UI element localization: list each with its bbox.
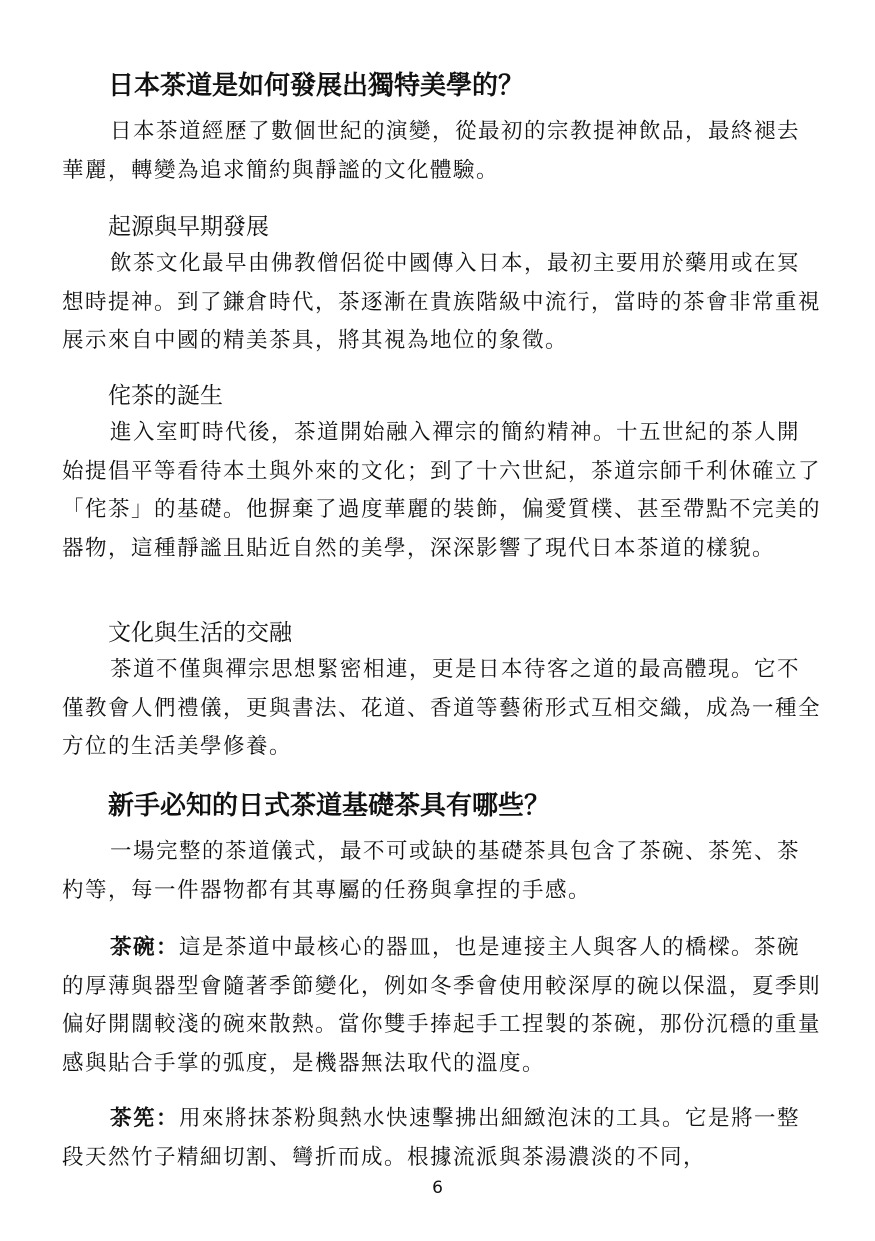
- paragraph-culture-life: 茶道不僅與禪宗思想緊密相連，更是日本待客之道的最高體現。它不僅教會人們禮儀，更與書法、花道、香道等藝術形式互相交織，成為一種全方位的生活美學修養。: [62, 657, 822, 759]
- section-intro-paragraph: 日本茶道經歷了數個世紀的演變，從最初的宗教提神飲品，最終褪去華麗，轉變為追求簡約與靜謐的文化體驗。: [62, 119, 801, 183]
- term-chasen: 茶筅：: [110, 1106, 180, 1131]
- paragraph-chasen: [62, 1100, 822, 1177]
- subheading-wabicha: 侘茶的誕生: [108, 383, 223, 409]
- paragraph-wabicha: 進入室町時代後，茶道開始融入禪宗的簡約精神。十五世紀的茶人開始提倡平等看待本土與外來的文化；到了十六世紀，茶道宗師千利休確立了「侘茶」的基礎。他摒棄了過度華麗的裝飾，偏愛質樸、甚至帶點不完美的器物，這種靜謐且貼近自然的美學，深深影響了現代日本茶道的樣貌。: [62, 420, 822, 561]
- subheading-origins: 起源與早期發展: [108, 214, 269, 240]
- paragraph-chawan: [62, 929, 822, 1083]
- section-heading-tea-utensils: 新手必知的日式茶道基礎茶具有哪些？: [108, 791, 551, 821]
- chasen-description: 用來將抹茶粉與熱水快速擊拂出細緻泡沫的工具。它是將一整段天然竹子精細切割、彎折而成。根據流派與茶湯濃淡的不同，: [62, 1106, 801, 1170]
- subheading-culture-life: 文化與生活的交融: [108, 620, 292, 646]
- page-number: 6: [432, 1178, 443, 1198]
- section-heading-tea-aesthetics: 日本茶道是如何發展出獨特美學的？: [108, 71, 525, 101]
- term-chawan: 茶碗：: [110, 935, 180, 960]
- chawan-description: 這是茶道中最核心的器皿，也是連接主人與客人的橋樑。茶碗的厚薄與器型會隨著季節變化，例如冬季會使用較深厚的碗以保溫，夏季則偏好開闊較淺的碗來散熱。當你雙手捧起手工捏製的茶碗，那份沉穩的重量感與貼合手掌的弧度，是機器無法取代的溫度。: [62, 935, 822, 1076]
- paragraph-origins: 飲茶文化最早由佛教僧侶從中國傳入日本，最初主要用於藥用或在冥想時提神。到了鎌倉時代，茶逐漸在貴族階級中流行，當時的茶會非常重視展示來自中國的精美茶具，將其視為地位的象徵。: [62, 251, 822, 353]
- paragraph-utensils-intro: 一場完整的茶道儀式，最不可或缺的基礎茶具包含了茶碗、茶筅、茶杓等，每一件器物都有其專屬的任務與拿捏的手感。: [62, 839, 801, 903]
